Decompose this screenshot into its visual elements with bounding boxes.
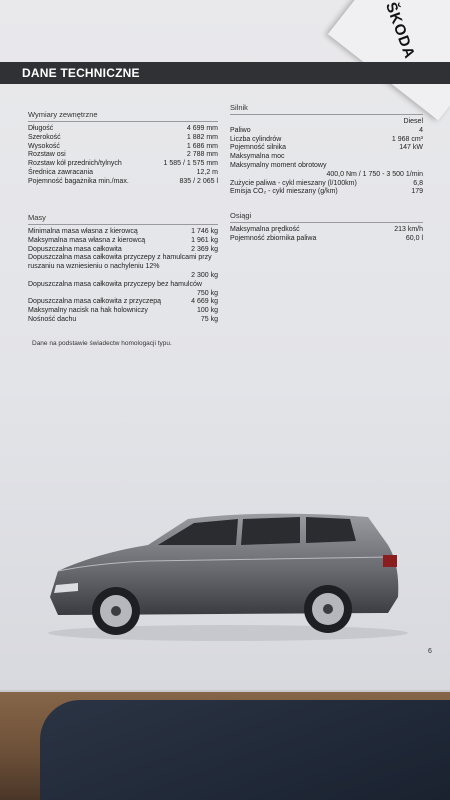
spec-label: Maksymalna moc — [230, 153, 285, 161]
spec-value: 4 669 kg — [191, 298, 218, 306]
section-header-bar — [0, 62, 450, 84]
spec-value: 100 kg — [196, 307, 218, 315]
homologation-note: Dane na podstawie świadectw homologacji typu. — [32, 340, 172, 347]
spec-value: 1 585 / 1 575 mm — [163, 160, 218, 168]
spec-value: 75 kg — [200, 315, 218, 323]
dimensions-rows — [28, 125, 218, 187]
spec-value: 12,2 m — [196, 168, 218, 176]
performance-rows — [230, 226, 423, 244]
car-image — [38, 505, 413, 645]
spec-row — [28, 125, 218, 134]
spec-value: 2 300 kg — [191, 271, 218, 279]
spec-label: Pojemność silnika — [230, 144, 287, 152]
spec-row — [28, 298, 218, 307]
spec-value: 1 746 kg — [191, 228, 218, 235]
spec-row — [28, 134, 218, 143]
spec-value: 147 kW — [399, 144, 423, 152]
spec-row — [28, 307, 218, 316]
spec-row — [230, 118, 423, 127]
spec-row — [230, 188, 423, 197]
spec-label: Maksymalna masa własna z kierowcą — [28, 236, 146, 244]
spec-row — [230, 144, 423, 153]
spec-value: 2 369 kg — [191, 245, 218, 253]
spec-row — [28, 151, 218, 160]
spec-label: Dopuszczalna masa całkowita przyczepy z hamulcami przy ruszaniu na wzniesieniu o nachyleniu 12% — [28, 254, 212, 271]
spec-value: 835 / 2 065 l — [179, 177, 218, 185]
spec-value: 179 — [411, 188, 423, 196]
spec-row — [230, 180, 423, 189]
spec-row — [28, 178, 218, 187]
spec-row — [230, 162, 423, 171]
spec-value: 1 686 mm — [186, 142, 218, 150]
spec-label: Wysokość — [28, 142, 60, 150]
engine-rows — [230, 118, 423, 197]
spec-row — [28, 228, 218, 237]
spec-value: 1 968 cm³ — [391, 135, 423, 143]
spec-label: Pojemność zbiornika paliwa — [230, 234, 317, 242]
spec-value: 60,0 l — [405, 234, 423, 242]
spec-label: Nośność dachu — [28, 315, 77, 323]
page-title: DANE TECHNICZNE — [22, 66, 140, 80]
weights-rows — [28, 228, 218, 325]
spec-label: Minimalna masa własna z kierowcą — [28, 228, 138, 235]
weights-section — [28, 213, 218, 325]
spec-value: 400,0 Nm / 1 750 - 3 500 1/min — [326, 170, 423, 178]
dimensions-section — [28, 110, 218, 187]
spec-label: Zużycie paliwa - cykl mieszany (l/100km) — [230, 179, 357, 187]
brand-logo-text: ŠKODA — [382, 0, 419, 62]
person-leg — [40, 700, 450, 800]
spec-row — [28, 143, 218, 152]
spec-value: 6,8 — [413, 179, 423, 187]
spec-row — [28, 246, 218, 255]
engine-title: Silnik — [230, 103, 423, 115]
spec-label: Dopuszczalna masa całkowita przyczepy bez hamulców — [28, 280, 202, 288]
spec-row — [230, 136, 423, 145]
spec-row — [230, 235, 423, 244]
spec-label: Liczba cylindrów — [230, 135, 282, 143]
spec-value: 1 882 mm — [186, 133, 218, 141]
spec-value: 4 699 mm — [186, 125, 218, 132]
spec-label: Maksymalny nacisk na hak holowniczy — [28, 307, 148, 315]
spec-label: Rozstaw osi — [28, 151, 66, 159]
spec-row — [230, 127, 423, 136]
engine-section — [230, 103, 423, 197]
spec-label: Rozstaw kół przednich/tylnych — [28, 160, 122, 168]
weights-title: Masy — [28, 213, 218, 225]
performance-title: Osiągi — [230, 211, 423, 223]
spec-value: 2 788 mm — [186, 151, 218, 159]
spec-label: Pojemność bagażnika min./max. — [28, 177, 129, 185]
spec-label: Emisja CO₂ - cykl mieszany (g/km) — [230, 188, 338, 196]
spec-label: Maksymalna prędkość — [230, 226, 300, 233]
spec-row — [28, 281, 218, 290]
spec-value: 1 961 kg — [191, 236, 218, 244]
spec-value: 213 km/h — [394, 226, 423, 233]
spec-label: Szerokość — [28, 133, 61, 141]
spec-row — [28, 272, 218, 281]
spec-value: 4 — [419, 126, 423, 134]
spec-label: Paliwo — [230, 126, 251, 134]
dimensions-title: Wymiary zewnętrzne — [28, 110, 218, 122]
spec-row — [28, 237, 218, 246]
spec-label: Maksymalny moment obrotowy — [230, 161, 327, 169]
spec-row — [28, 160, 218, 169]
spec-row — [230, 153, 423, 162]
spec-row — [28, 316, 218, 325]
spec-label: Dopuszczalna masa całkowita z przyczepą — [28, 298, 162, 306]
spec-row — [230, 171, 423, 180]
spec-label: Dopuszczalna masa całkowita — [28, 245, 122, 253]
spec-row — [28, 254, 218, 272]
spec-row — [230, 226, 423, 235]
spec-row — [28, 290, 218, 299]
spec-row — [28, 169, 218, 178]
spec-value: Diesel — [403, 118, 423, 125]
spec-value: 750 kg — [196, 289, 218, 297]
spec-label: Średnica zawracania — [28, 168, 93, 176]
performance-section — [230, 211, 423, 244]
page-number: 6 — [428, 648, 432, 655]
spec-label: Długość — [28, 125, 54, 132]
